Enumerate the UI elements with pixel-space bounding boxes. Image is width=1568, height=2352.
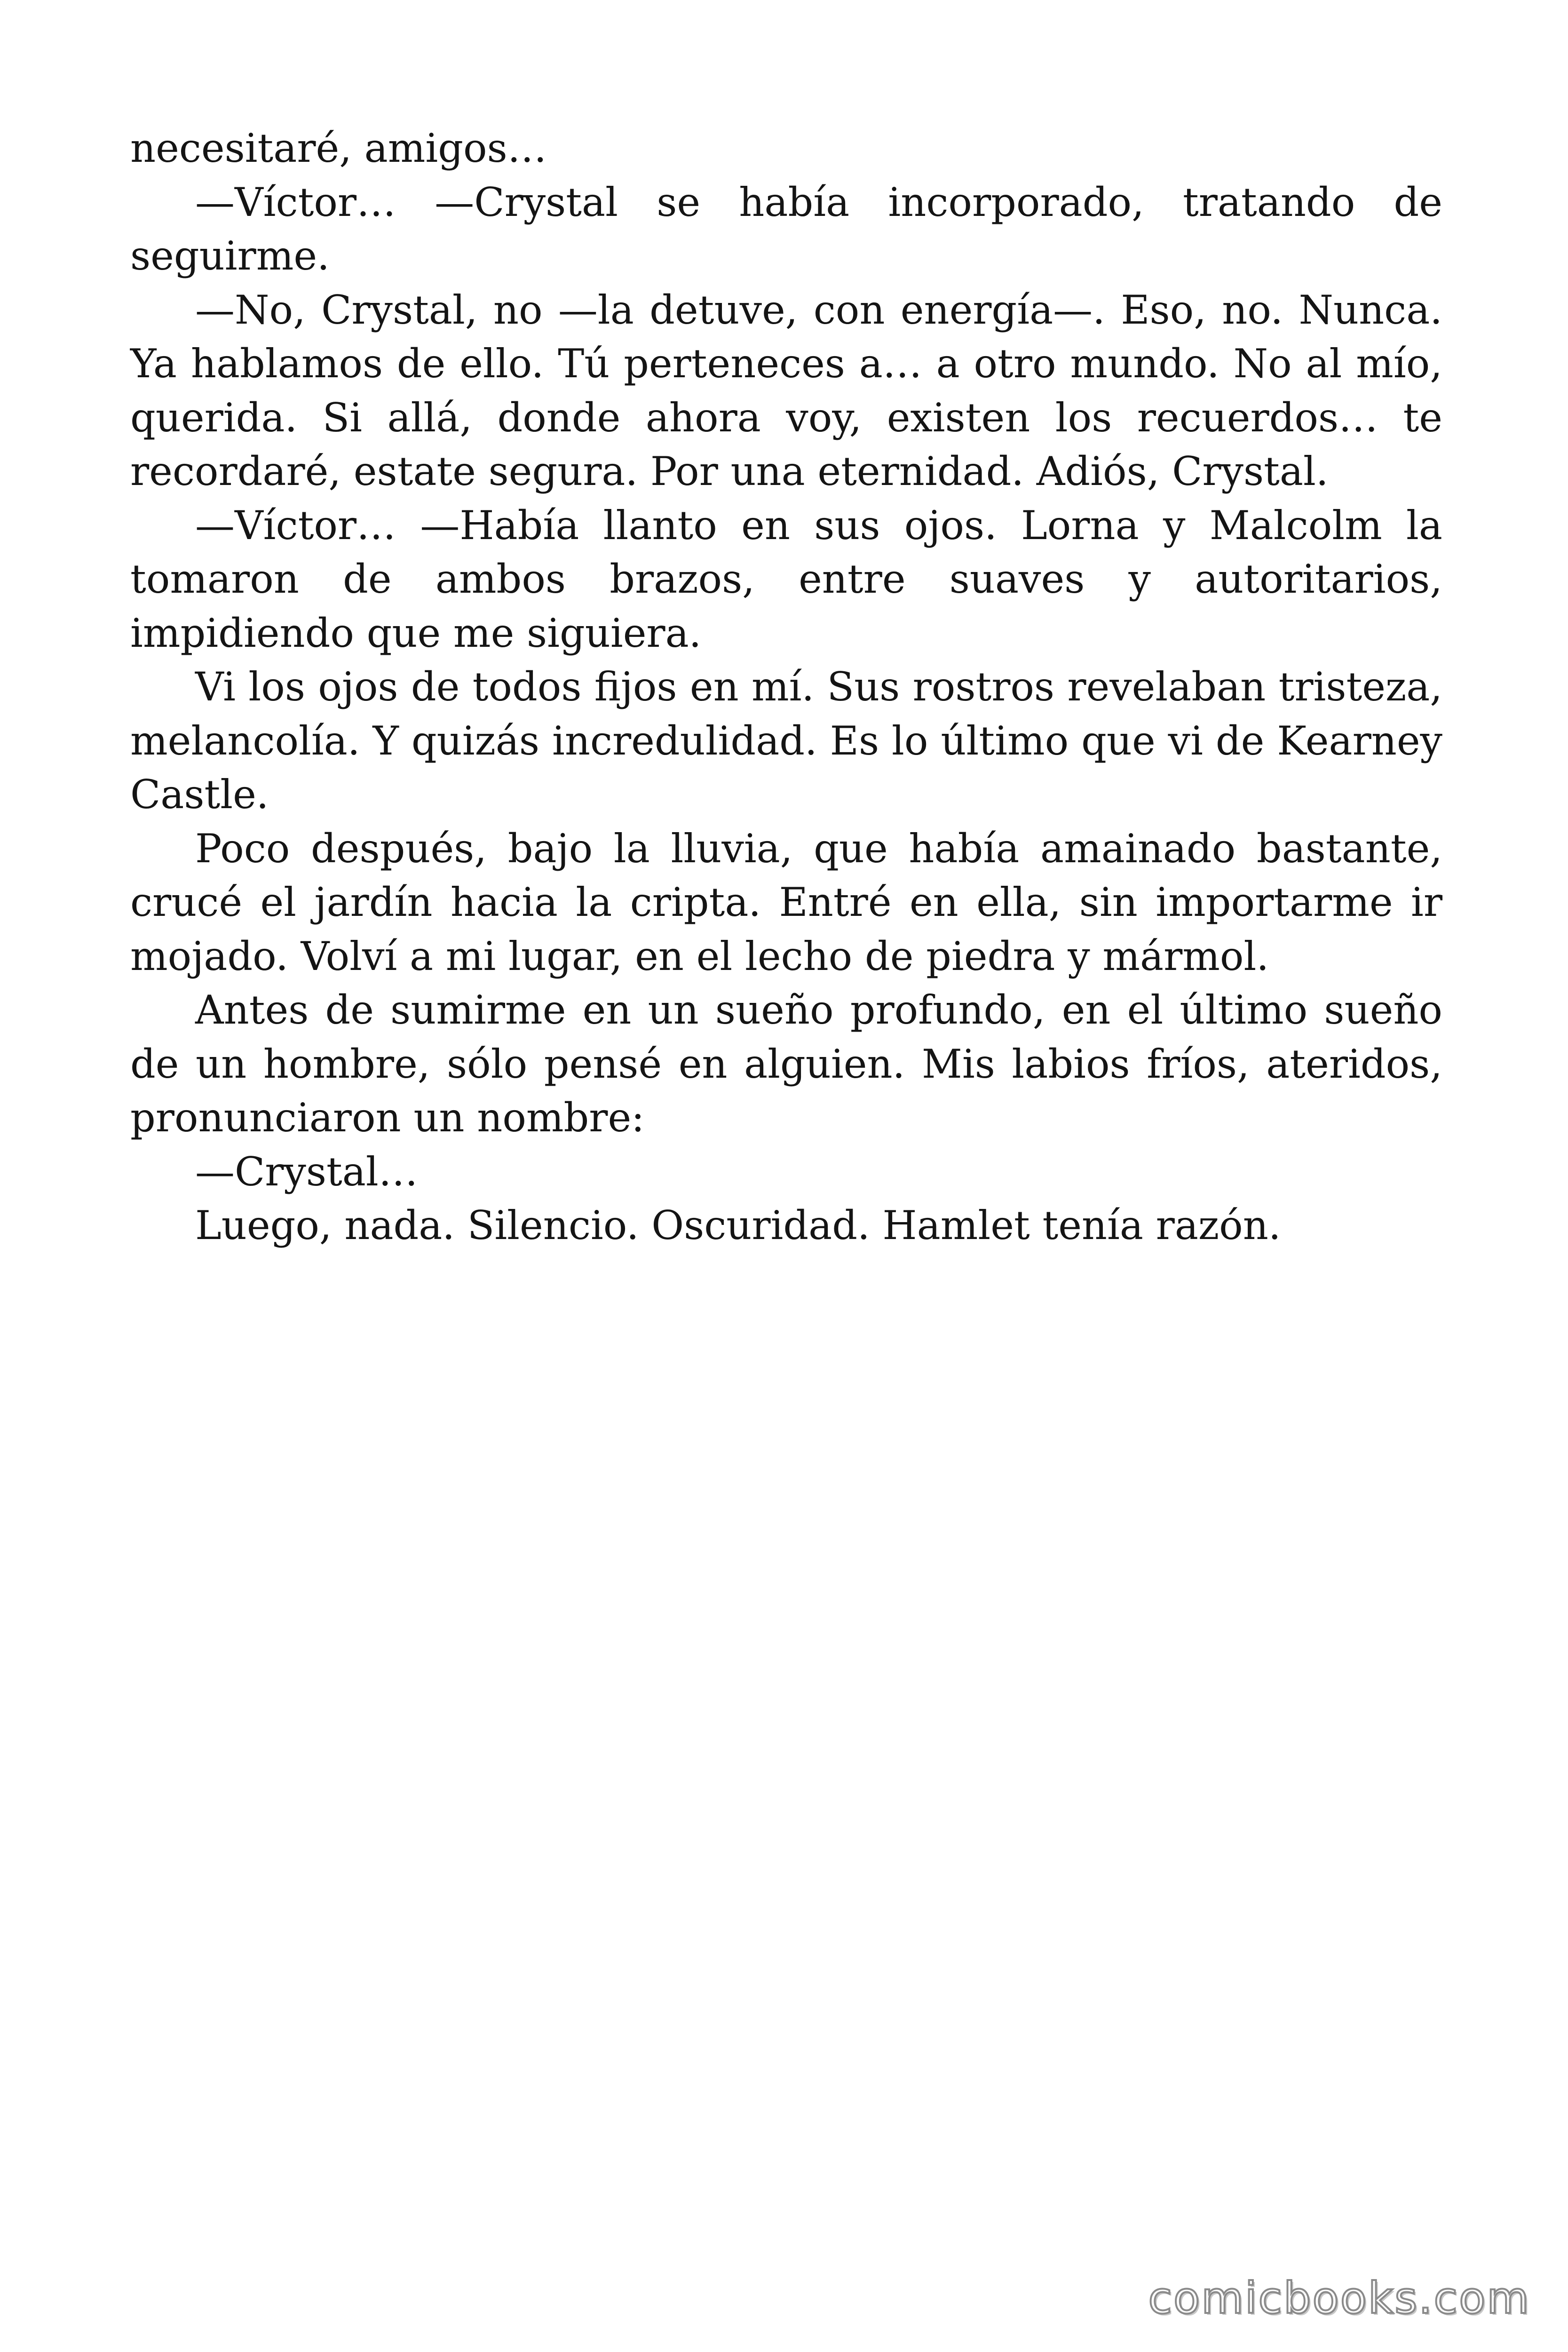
site-watermark: comicbooks.com [1148,2273,1530,2323]
paragraph-6: Poco después, bajo la lluvia, que había amainado bastante, crucé el jardín hacia la cripta. Entré en ella, sin importarme ir mojado. Volví a mi lugar, en el lecho de piedra y mármol. [130,825,1442,979]
page-body-text [130,121,1442,1253]
paragraph-9: Luego, nada. Silencio. Oscuridad. Hamlet tenía razón. [195,1202,1281,1248]
paragraph-7: Antes de sumirme en un sueño profundo, en el último sueño de un hombre, sólo pensé en alguien. Mis labios fríos, ateridos, pronunciaron un nombre: [130,987,1442,1141]
paragraph-8: —Crystal… [195,1148,418,1195]
paragraph-3: —No, Crystal, no —la detuve, con energía—. Eso, no. Nunca. Ya hablamos de ello. Tú perteneces a… a otro mundo. No al mío, querida. Si allá, donde ahora voy, existen los recuerdos… te recordaré, estate segura. Por una eternidad. Adiós, Crystal. [130,286,1442,494]
paragraph-4: —Víctor… —Había llanto en sus ojos. Lorna y Malcolm la tomaron de ambos brazos, entre suaves y autoritarios, impidiendo que me siguiera. [130,502,1442,656]
paragraph-2: —Víctor… —Crystal se había incorporado, tratando de seguirme. [130,179,1442,279]
paragraph-1: necesitaré, amigos… [130,125,547,171]
paragraph-5: Vi los ojos de todos fijos en mí. Sus rostros revelaban tristeza, melancolía. Y quizás incredulidad. Es lo último que vi de Kearney Castle. [130,664,1442,818]
